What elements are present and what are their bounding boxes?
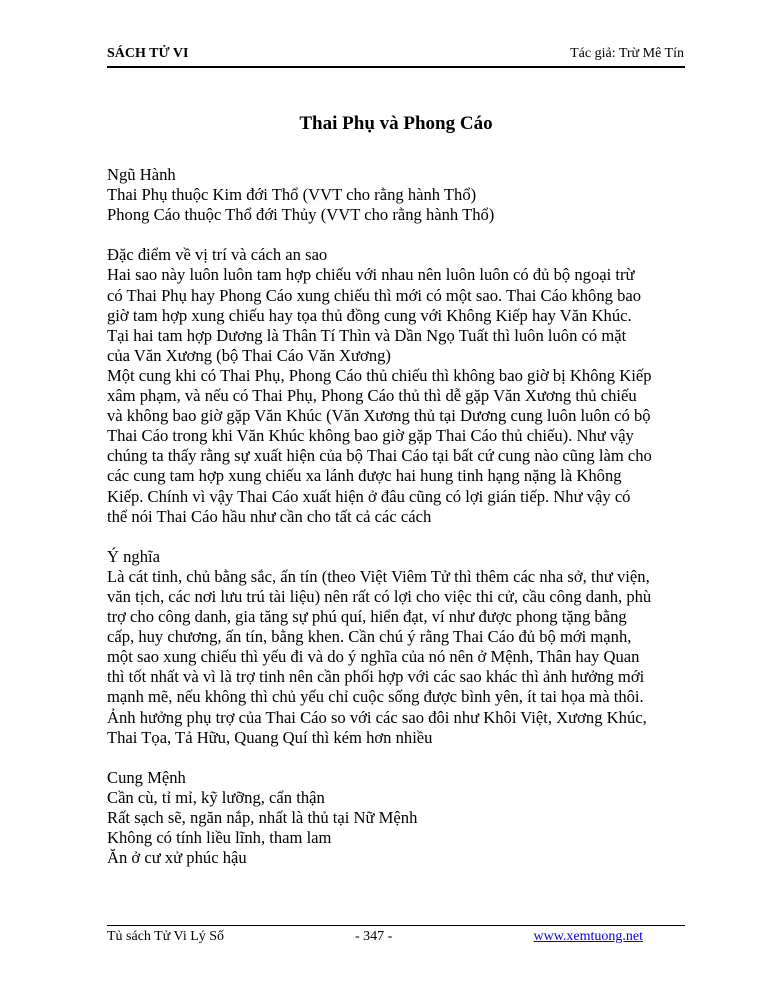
text-line: xâm phạm, và nếu có Thai Phụ, Phong Cáo thủ thì dễ gặp Văn Xương thủ chiếu: [107, 386, 637, 406]
text-line: Một cung khi có Thai Phụ, Phong Cáo thủ chiếu thì không bao giờ bị Không Kiếp: [107, 365, 652, 385]
text-line: thì tốt nhất và vì là trợ tinh nên cần phối hợp với các sao khác thì ảnh hưởng mới: [107, 667, 645, 687]
text-line: Ảnh hưởng phụ trợ của Thai Cáo so với các sao đôi như Khôi Việt, Xương Khúc,: [107, 707, 647, 727]
section: [107, 547, 687, 748]
page-title: Thai Phụ và Phong Cáo: [299, 113, 493, 134]
text-line: trợ cho công danh, gia tăng sự phú quí, hiển đạt, ví như được phong tặng bằng: [107, 607, 627, 627]
paragraph: [107, 828, 687, 848]
section-heading: Ngũ Hành: [107, 165, 176, 184]
section-heading: Cung Mệnh: [107, 767, 186, 787]
text-line: Tại hai tam hợp Dương là Thân Tí Thìn và Dần Ngọ Tuất thì luôn luôn có mặt: [107, 325, 627, 345]
page-footer: [107, 929, 685, 949]
page-header: [107, 46, 684, 66]
page-number: - 347 -: [355, 929, 393, 944]
text-line: Thai Phụ thuộc Kim đới Thổ (VVT cho rằng hành Thổ): [107, 185, 477, 205]
header-divider: [107, 66, 685, 68]
author: Tác giả: Trừ Mê Tín: [570, 46, 684, 61]
text-line: thể nói Thai Cáo hầu như cần cho tất cả các cách: [107, 506, 432, 526]
paragraph: [107, 808, 687, 828]
text-line: Phong Cáo thuộc Thổ đới Thủy (VVT cho rằng hành Thổ): [107, 205, 495, 225]
paragraph: [107, 788, 687, 808]
text-line: giờ tam hợp xung chiếu hay tọa thủ đồng cung với Không Kiếp hay Văn Khúc.: [107, 305, 632, 325]
text-line: có Thai Phụ hay Phong Cáo xung chiếu thì mới có một sao. Thai Cáo không bao: [107, 285, 642, 305]
document-body: [107, 165, 687, 888]
text-line: Cần cù, tỉ mỉ, kỹ lưỡng, cẩn thận: [107, 787, 325, 807]
section: [107, 768, 687, 868]
section-heading: Ý nghĩa: [107, 546, 160, 566]
text-line: Ăn ở cư xử phúc hậu: [107, 848, 247, 868]
text-line: chúng ta thấy rằng sự xuất hiện của bộ Thai Cáo tại bất cứ cung nào cũng làm cho: [107, 446, 652, 466]
paragraph: [107, 848, 687, 868]
section-heading: Đặc điểm về vị trí và cách an sao: [107, 245, 328, 265]
text-line: Hai sao này luôn luôn tam hợp chiếu với nhau nên luôn luôn có đủ bộ ngoại trừ: [107, 265, 635, 285]
text-line: một sao xung chiếu thì yếu đi và do ý nghĩa của nó nên ở Mệnh, Thân hay Quan: [107, 647, 640, 667]
paragraph: [107, 567, 687, 748]
text-line: Thai Tọa, Tả Hữu, Quang Quí thì kém hơn nhiều: [107, 727, 433, 747]
text-line: Không có tính liều lĩnh, tham lam: [107, 828, 332, 848]
footer-divider: [107, 925, 685, 926]
book-title: SÁCH TỬ VI: [107, 46, 189, 61]
text-line: Rất sạch sẽ, ngăn nắp, nhất là thủ tại Nữ Mệnh: [107, 808, 418, 827]
text-line: Là cát tinh, chủ bằng sắc, ấn tín (theo Việt Viêm Tử thì thêm các nha sở, thư viện,: [107, 566, 650, 586]
paragraph: [107, 265, 687, 365]
footer-series: Tủ sách Tử Vi Lý Số: [107, 929, 225, 944]
website-link[interactable]: www.xemtuong.net: [533, 929, 643, 944]
text-line: Kiếp. Chính vì vậy Thai Cáo xuất hiện ở đâu cũng có lợi gián tiếp. Như vậy có: [107, 486, 631, 506]
section: [107, 245, 687, 526]
text-line: các cung tam hợp xung chiếu xa lánh được hai hung tinh hạng nặng là Không: [107, 466, 622, 486]
paragraph: [107, 205, 687, 225]
text-line: mạnh mẽ, nếu không thì chủ yếu chỉ cuộc sống được bình yên, ít tai họa mà thôi.: [107, 687, 644, 707]
paragraph: [107, 185, 687, 205]
text-line: Thai Cáo trong khi Văn Khúc không bao giờ gặp Thai Cáo thủ chiếu). Như vậy: [107, 426, 634, 446]
text-line: cấp, huy chương, ấn tín, bằng khen. Cần chú ý rằng Thai Cáo đủ bộ mới mạnh,: [107, 627, 632, 647]
text-line: văn tịch, các nơi lưu trú tài liệu) nên rất có lợi cho việc thi cử, cầu công danh, phù: [107, 586, 652, 606]
text-line: và không bao giờ gặp Văn Khúc (Văn Xương thủ tại Dương cung luôn luôn có bộ: [107, 406, 651, 426]
text-line: của Văn Xương (bộ Thai Cáo Văn Xương): [107, 345, 391, 365]
section: [107, 165, 687, 225]
paragraph: [107, 366, 687, 527]
